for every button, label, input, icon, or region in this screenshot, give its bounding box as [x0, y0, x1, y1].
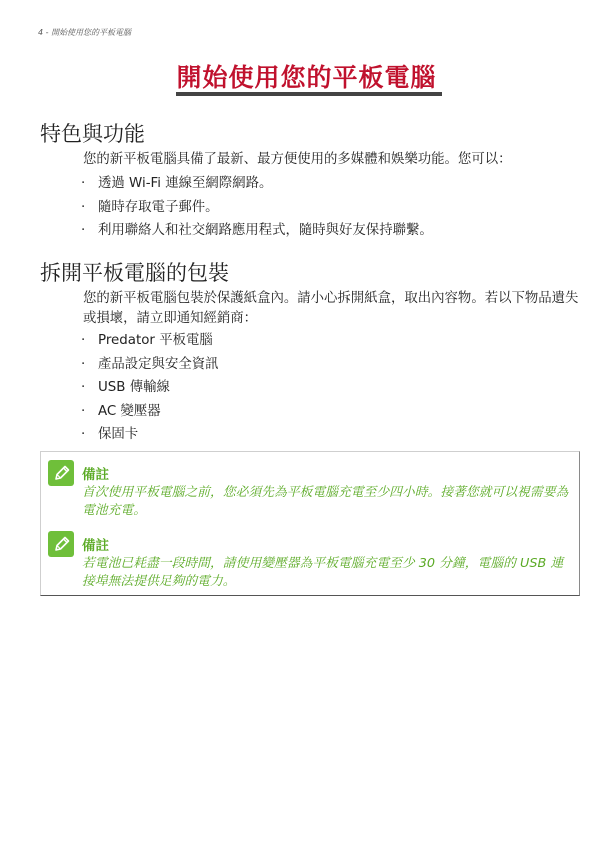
note-text: 若電池已耗盡一段時間，請使用變壓器為平板電腦充電至少 30 分鐘，電腦的 USB 連接埠無法提供足夠的電力。 — [82, 556, 564, 589]
running-header: 4 - 開始使用您的平板電腦 — [38, 28, 132, 37]
list-item: · 透過 Wi-Fi 連線至網際網路。 — [81, 176, 273, 191]
note-label: 備註 — [82, 467, 109, 483]
list-item: · 隨時存取電子郵件。 — [81, 199, 219, 215]
features-list — [81, 172, 433, 243]
note-label: 備註 — [82, 538, 109, 554]
features-intro: 您的新平板電腦具備了最新、最方便使用的多媒體和娛樂功能。您可以： — [83, 152, 512, 167]
notes-box — [40, 451, 580, 596]
page-title: 開始使用您的平板電腦 — [176, 63, 437, 92]
section-heading-unpacking: 拆開平板電腦的包裝 — [40, 261, 229, 285]
list-item: · 保固卡 — [81, 427, 139, 442]
list-item: · USB 傳輸線 — [81, 380, 170, 395]
pencil-icon — [48, 531, 74, 557]
title-underline — [176, 92, 442, 96]
pencil-icon — [48, 460, 74, 486]
list-item: · 產品設定與安全資訊 — [81, 356, 219, 372]
list-item: · 利用聯絡人和社交網路應用程式，隨時與好友保持聯繫。 — [81, 223, 433, 238]
list-item: · Predator 平板電腦 — [81, 333, 213, 348]
note-text: 首次使用平板電腦之前，您必須先為平板電腦充電至少四小時。接著您就可以視需要為電池充電。 — [82, 485, 569, 518]
section-heading-features: 特色與功能 — [40, 122, 145, 146]
list-item: · AC 變壓器 — [81, 403, 161, 419]
unpacking-intro: 您的新平板電腦包裝於保護紙盒內。請小心拆開紙盒，取出內容物。若以下物品遺失或損壞，請立即通知經銷商： — [83, 291, 579, 326]
package-contents-list — [81, 329, 219, 447]
